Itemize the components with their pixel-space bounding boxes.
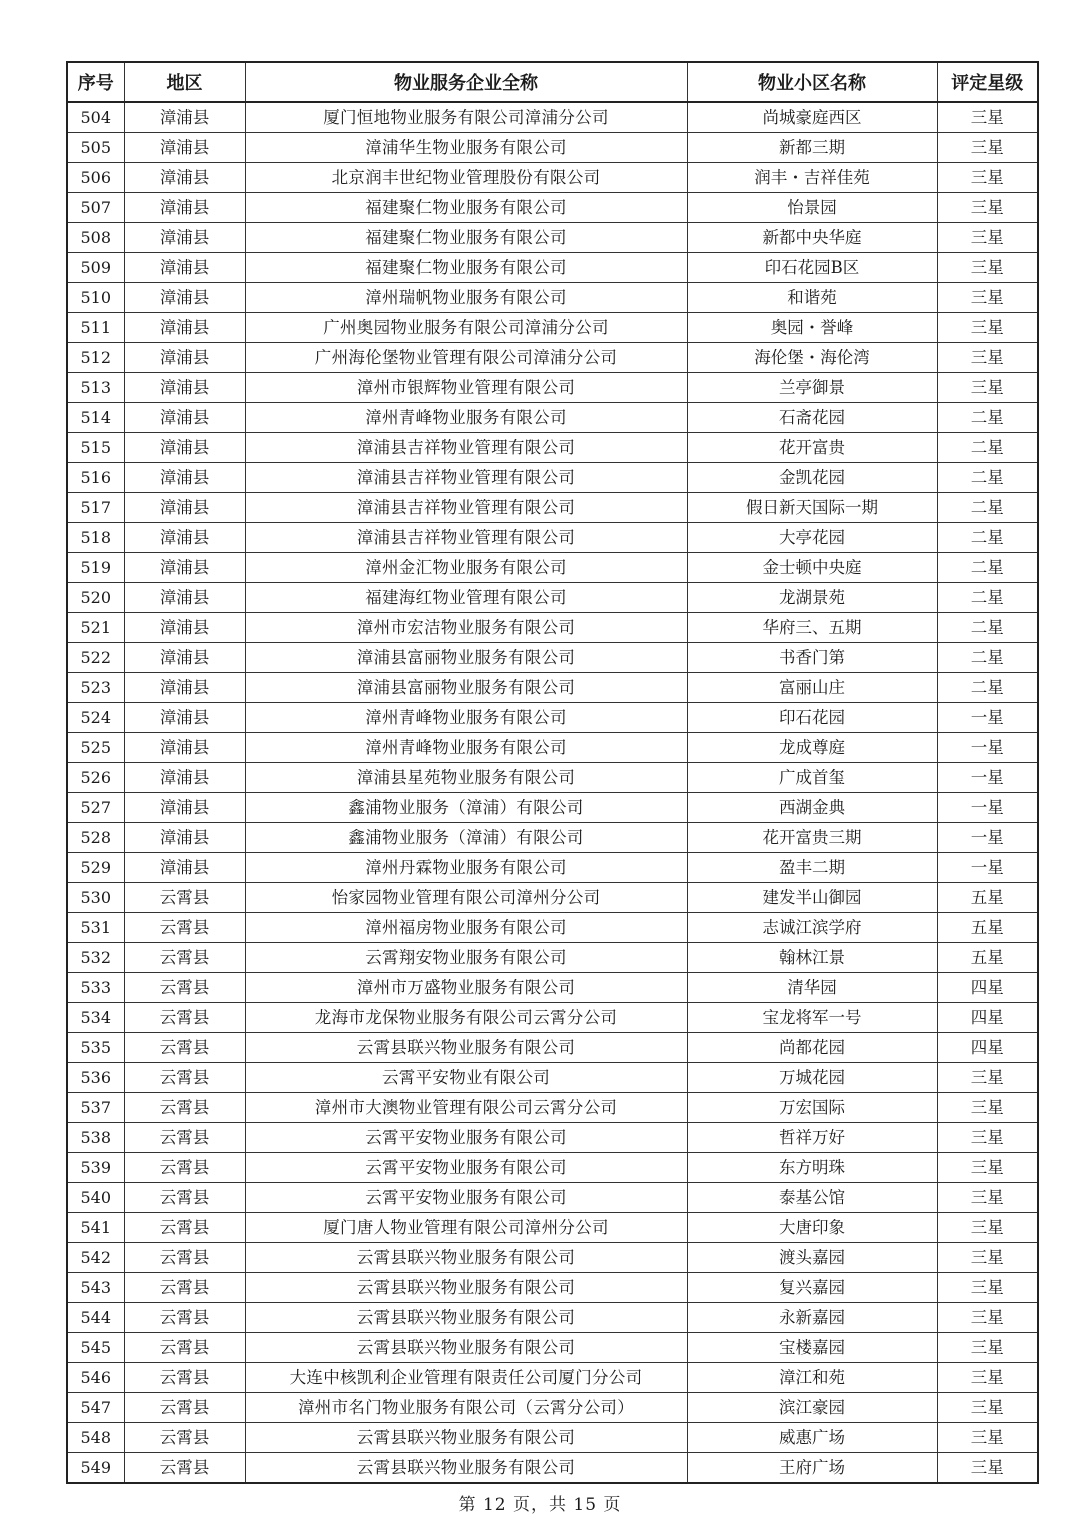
- table-row: [67, 223, 1038, 253]
- header-region: 地区: [124, 62, 245, 102]
- star-rating-cell: 三星: [937, 1153, 1038, 1183]
- region-cell: 漳浦县: [124, 133, 245, 163]
- region-cell: 漳浦县: [124, 373, 245, 403]
- region-cell: 漳浦县: [124, 793, 245, 823]
- table-row: [67, 1273, 1038, 1303]
- estate-name-cell: 东方明珠: [687, 1153, 937, 1183]
- region-cell: 云霄县: [124, 913, 245, 943]
- serial-no-cell: 519: [67, 553, 124, 583]
- serial-no-cell: 545: [67, 1333, 124, 1363]
- header-estate-name: 物业小区名称: [687, 62, 937, 102]
- company-name-cell: 漳州市名门物业服务有限公司（云霄分公司）: [245, 1393, 687, 1423]
- estate-name-cell: 花开富贵三期: [687, 823, 937, 853]
- star-rating-cell: 三星: [937, 1303, 1038, 1333]
- estate-name-cell: 石斋花园: [687, 403, 937, 433]
- serial-no-cell: 512: [67, 343, 124, 373]
- company-name-cell: 漳州市宏洁物业服务有限公司: [245, 613, 687, 643]
- table-row: [67, 493, 1038, 523]
- company-name-cell: 漳州青峰物业服务有限公司: [245, 403, 687, 433]
- estate-name-cell: 漳江和苑: [687, 1363, 937, 1393]
- company-name-cell: 北京润丰世纪物业管理股份有限公司: [245, 163, 687, 193]
- serial-no-cell: 534: [67, 1003, 124, 1033]
- table-row: [67, 823, 1038, 853]
- serial-no-cell: 525: [67, 733, 124, 763]
- table-row: [67, 463, 1038, 493]
- serial-no-cell: 509: [67, 253, 124, 283]
- estate-name-cell: 广成首玺: [687, 763, 937, 793]
- estate-name-cell: 印石花园B区: [687, 253, 937, 283]
- table-row: [67, 1033, 1038, 1063]
- star-rating-cell: 三星: [937, 1273, 1038, 1303]
- estate-name-cell: 哲祥万好: [687, 1123, 937, 1153]
- company-name-cell: 广州海伦堡物业管理有限公司漳浦分公司: [245, 343, 687, 373]
- table-row: [67, 1183, 1038, 1213]
- company-name-cell: 云霄翔安物业服务有限公司: [245, 943, 687, 973]
- star-rating-cell: 三星: [937, 1093, 1038, 1123]
- star-rating-cell: 三星: [937, 163, 1038, 193]
- table-row: [67, 1003, 1038, 1033]
- star-rating-cell: 三星: [937, 1333, 1038, 1363]
- table-row: [67, 763, 1038, 793]
- star-rating-cell: 五星: [937, 943, 1038, 973]
- estate-name-cell: 怡景园: [687, 193, 937, 223]
- estate-name-cell: 宝龙将军一号: [687, 1003, 937, 1033]
- header-star-rating: 评定星级: [937, 62, 1038, 102]
- table-row: [67, 943, 1038, 973]
- table-row: [67, 793, 1038, 823]
- star-rating-cell: 一星: [937, 823, 1038, 853]
- star-rating-cell: 三星: [937, 373, 1038, 403]
- serial-no-cell: 531: [67, 913, 124, 943]
- serial-no-cell: 517: [67, 493, 124, 523]
- star-rating-cell: 三星: [937, 1243, 1038, 1273]
- estate-name-cell: 大唐印象: [687, 1213, 937, 1243]
- region-cell: 云霄县: [124, 1063, 245, 1093]
- serial-no-cell: 536: [67, 1063, 124, 1093]
- serial-no-cell: 514: [67, 403, 124, 433]
- serial-no-cell: 548: [67, 1423, 124, 1453]
- star-rating-cell: 二星: [937, 553, 1038, 583]
- star-rating-cell: 三星: [937, 1213, 1038, 1243]
- company-name-cell: 漳州市万盛物业服务有限公司: [245, 973, 687, 1003]
- region-cell: 漳浦县: [124, 283, 245, 313]
- estate-name-cell: 奥园・誉峰: [687, 313, 937, 343]
- serial-no-cell: 540: [67, 1183, 124, 1213]
- company-name-cell: 云霄县联兴物业服务有限公司: [245, 1033, 687, 1063]
- star-rating-cell: 一星: [937, 703, 1038, 733]
- estate-name-cell: 永新嘉园: [687, 1303, 937, 1333]
- estate-name-cell: 和谐苑: [687, 283, 937, 313]
- company-name-cell: 大连中核凯利企业管理有限责任公司厦门分公司: [245, 1363, 687, 1393]
- star-rating-cell: 三星: [937, 193, 1038, 223]
- table-row: [67, 613, 1038, 643]
- estate-name-cell: 志诚江滨学府: [687, 913, 937, 943]
- header-serial-no: 序号: [67, 62, 124, 102]
- company-name-cell: 漳浦县富丽物业服务有限公司: [245, 643, 687, 673]
- star-rating-cell: 一星: [937, 763, 1038, 793]
- serial-no-cell: 535: [67, 1033, 124, 1063]
- table-row: [67, 102, 1038, 133]
- star-rating-cell: 五星: [937, 913, 1038, 943]
- star-rating-cell: 四星: [937, 1033, 1038, 1063]
- company-name-cell: 云霄县联兴物业服务有限公司: [245, 1423, 687, 1453]
- estate-name-cell: 西湖金典: [687, 793, 937, 823]
- company-name-cell: 漳州金汇物业服务有限公司: [245, 553, 687, 583]
- serial-no-cell: 511: [67, 313, 124, 343]
- star-rating-cell: 三星: [937, 1183, 1038, 1213]
- company-name-cell: 漳州瑞帆物业服务有限公司: [245, 283, 687, 313]
- company-name-cell: 福建聚仁物业服务有限公司: [245, 253, 687, 283]
- serial-no-cell: 532: [67, 943, 124, 973]
- region-cell: 云霄县: [124, 1363, 245, 1393]
- region-cell: 漳浦县: [124, 553, 245, 583]
- region-cell: 云霄县: [124, 1393, 245, 1423]
- company-name-cell: 鑫浦物业服务（漳浦）有限公司: [245, 823, 687, 853]
- region-cell: 云霄县: [124, 943, 245, 973]
- company-name-cell: 漳浦县吉祥物业管理有限公司: [245, 493, 687, 523]
- region-cell: 云霄县: [124, 1243, 245, 1273]
- estate-name-cell: 金凯花园: [687, 463, 937, 493]
- star-rating-cell: 三星: [937, 1393, 1038, 1423]
- estate-name-cell: 润丰・吉祥佳苑: [687, 163, 937, 193]
- estate-name-cell: 建发半山御园: [687, 883, 937, 913]
- star-rating-cell: 五星: [937, 883, 1038, 913]
- star-rating-cell: 三星: [937, 133, 1038, 163]
- star-rating-cell: 三星: [937, 1063, 1038, 1093]
- region-cell: 漳浦县: [124, 493, 245, 523]
- company-name-cell: 漳浦县富丽物业服务有限公司: [245, 673, 687, 703]
- estate-name-cell: 盈丰二期: [687, 853, 937, 883]
- company-name-cell: 漳州丹霖物业服务有限公司: [245, 853, 687, 883]
- star-rating-cell: 二星: [937, 433, 1038, 463]
- table-row: [67, 973, 1038, 1003]
- estate-name-cell: 翰林江景: [687, 943, 937, 973]
- table-row: [67, 523, 1038, 553]
- table-row: [67, 673, 1038, 703]
- company-name-cell: 龙海市龙保物业服务有限公司云霄分公司: [245, 1003, 687, 1033]
- region-cell: 漳浦县: [124, 823, 245, 853]
- company-name-cell: 漳浦华生物业服务有限公司: [245, 133, 687, 163]
- serial-no-cell: 516: [67, 463, 124, 493]
- estate-name-cell: 滨江豪园: [687, 1393, 937, 1423]
- serial-no-cell: 518: [67, 523, 124, 553]
- star-rating-cell: 三星: [937, 1123, 1038, 1153]
- star-rating-cell: 一星: [937, 793, 1038, 823]
- estate-name-cell: 海伦堡・海伦湾: [687, 343, 937, 373]
- serial-no-cell: 510: [67, 283, 124, 313]
- table-row: [67, 133, 1038, 163]
- page-number-footer: 第 12 页，共 15 页: [458, 1495, 622, 1515]
- serial-no-cell: 543: [67, 1273, 124, 1303]
- estate-name-cell: 威惠广场: [687, 1423, 937, 1453]
- serial-no-cell: 506: [67, 163, 124, 193]
- estate-name-cell: 花开富贵: [687, 433, 937, 463]
- company-name-cell: 漳浦县星苑物业服务有限公司: [245, 763, 687, 793]
- table-row: [67, 1123, 1038, 1153]
- serial-no-cell: 507: [67, 193, 124, 223]
- serial-no-cell: 515: [67, 433, 124, 463]
- region-cell: 云霄县: [124, 1123, 245, 1153]
- table-row: [67, 553, 1038, 583]
- estate-name-cell: 兰亭御景: [687, 373, 937, 403]
- star-rating-cell: 三星: [937, 1423, 1038, 1453]
- table-row: [67, 1243, 1038, 1273]
- company-name-cell: 漳州福房物业服务有限公司: [245, 913, 687, 943]
- table-row: [67, 283, 1038, 313]
- region-cell: 云霄县: [124, 1333, 245, 1363]
- property-rating-table: [66, 61, 1039, 1484]
- company-name-cell: 福建聚仁物业服务有限公司: [245, 223, 687, 253]
- company-name-cell: 云霄县联兴物业服务有限公司: [245, 1273, 687, 1303]
- estate-name-cell: 华府三、五期: [687, 613, 937, 643]
- company-name-cell: 漳浦县吉祥物业管理有限公司: [245, 523, 687, 553]
- estate-name-cell: 泰基公馆: [687, 1183, 937, 1213]
- serial-no-cell: 533: [67, 973, 124, 1003]
- table-row: [67, 733, 1038, 763]
- estate-name-cell: 尚城豪庭西区: [687, 102, 937, 133]
- table-header-row: [67, 62, 1038, 102]
- table-row: [67, 1423, 1038, 1453]
- table-row: [67, 1393, 1038, 1423]
- star-rating-cell: 二星: [937, 463, 1038, 493]
- serial-no-cell: 504: [67, 102, 124, 133]
- estate-name-cell: 富丽山庄: [687, 673, 937, 703]
- company-name-cell: 怡家园物业管理有限公司漳州分公司: [245, 883, 687, 913]
- estate-name-cell: 万宏国际: [687, 1093, 937, 1123]
- company-name-cell: 漳州青峰物业服务有限公司: [245, 703, 687, 733]
- company-name-cell: 厦门恒地物业服务有限公司漳浦分公司: [245, 102, 687, 133]
- company-name-cell: 广州奥园物业服务有限公司漳浦分公司: [245, 313, 687, 343]
- estate-name-cell: 新都三期: [687, 133, 937, 163]
- region-cell: 漳浦县: [124, 583, 245, 613]
- serial-no-cell: 530: [67, 883, 124, 913]
- star-rating-cell: 三星: [937, 343, 1038, 373]
- table-row: [67, 913, 1038, 943]
- star-rating-cell: 二星: [937, 493, 1038, 523]
- star-rating-cell: 三星: [937, 313, 1038, 343]
- table-row: [67, 853, 1038, 883]
- table-row: [67, 193, 1038, 223]
- estate-name-cell: 大亭花园: [687, 523, 937, 553]
- estate-name-cell: 龙成尊庭: [687, 733, 937, 763]
- table-row: [67, 1213, 1038, 1243]
- table-row: [67, 703, 1038, 733]
- star-rating-cell: 三星: [937, 253, 1038, 283]
- serial-no-cell: 529: [67, 853, 124, 883]
- serial-no-cell: 547: [67, 1393, 124, 1423]
- serial-no-cell: 544: [67, 1303, 124, 1333]
- table-row: [67, 343, 1038, 373]
- table-row: [67, 883, 1038, 913]
- region-cell: 云霄县: [124, 973, 245, 1003]
- company-name-cell: 云霄平安物业服务有限公司: [245, 1123, 687, 1153]
- serial-no-cell: 539: [67, 1153, 124, 1183]
- region-cell: 漳浦县: [124, 343, 245, 373]
- star-rating-cell: 二星: [937, 673, 1038, 703]
- region-cell: 漳浦县: [124, 703, 245, 733]
- region-cell: 漳浦县: [124, 313, 245, 343]
- company-name-cell: 漳州市银辉物业管理有限公司: [245, 373, 687, 403]
- region-cell: 漳浦县: [124, 763, 245, 793]
- region-cell: 云霄县: [124, 1213, 245, 1243]
- region-cell: 漳浦县: [124, 433, 245, 463]
- company-name-cell: 厦门唐人物业管理有限公司漳州分公司: [245, 1213, 687, 1243]
- table-row: [67, 253, 1038, 283]
- region-cell: 云霄县: [124, 1423, 245, 1453]
- serial-no-cell: 524: [67, 703, 124, 733]
- estate-name-cell: 印石花园: [687, 703, 937, 733]
- table-row: [67, 1303, 1038, 1333]
- table-row: [67, 1333, 1038, 1363]
- estate-name-cell: 尚都花园: [687, 1033, 937, 1063]
- region-cell: 云霄县: [124, 1033, 245, 1063]
- company-name-cell: 福建聚仁物业服务有限公司: [245, 193, 687, 223]
- region-cell: 漳浦县: [124, 643, 245, 673]
- region-cell: 云霄县: [124, 1273, 245, 1303]
- region-cell: 漳浦县: [124, 193, 245, 223]
- serial-no-cell: 537: [67, 1093, 124, 1123]
- table-row: [67, 433, 1038, 463]
- serial-no-cell: 521: [67, 613, 124, 643]
- star-rating-cell: 四星: [937, 1003, 1038, 1033]
- star-rating-cell: 四星: [937, 973, 1038, 1003]
- estate-name-cell: 龙湖景苑: [687, 583, 937, 613]
- company-name-cell: 漳州青峰物业服务有限公司: [245, 733, 687, 763]
- region-cell: 漳浦县: [124, 613, 245, 643]
- region-cell: 漳浦县: [124, 673, 245, 703]
- table-body: [67, 102, 1038, 1483]
- star-rating-cell: 三星: [937, 1363, 1038, 1393]
- company-name-cell: 鑫浦物业服务（漳浦）有限公司: [245, 793, 687, 823]
- region-cell: 漳浦县: [124, 463, 245, 493]
- company-name-cell: 云霄县联兴物业服务有限公司: [245, 1453, 687, 1484]
- table-row: [67, 163, 1038, 193]
- star-rating-cell: 二星: [937, 583, 1038, 613]
- region-cell: 云霄县: [124, 1453, 245, 1484]
- region-cell: 漳浦县: [124, 523, 245, 553]
- region-cell: 云霄县: [124, 883, 245, 913]
- region-cell: 漳浦县: [124, 403, 245, 433]
- serial-no-cell: 522: [67, 643, 124, 673]
- company-name-cell: 云霄县联兴物业服务有限公司: [245, 1303, 687, 1333]
- region-cell: 漳浦县: [124, 102, 245, 133]
- serial-no-cell: 549: [67, 1453, 124, 1484]
- table-row: [67, 1363, 1038, 1393]
- company-name-cell: 云霄平安物业服务有限公司: [245, 1183, 687, 1213]
- serial-no-cell: 526: [67, 763, 124, 793]
- region-cell: 漳浦县: [124, 223, 245, 253]
- estate-name-cell: 假日新天国际一期: [687, 493, 937, 523]
- region-cell: 漳浦县: [124, 163, 245, 193]
- estate-name-cell: 复兴嘉园: [687, 1273, 937, 1303]
- star-rating-cell: 三星: [937, 1453, 1038, 1484]
- table-row: [67, 583, 1038, 613]
- serial-no-cell: 541: [67, 1213, 124, 1243]
- table-row: [67, 1153, 1038, 1183]
- serial-no-cell: 546: [67, 1363, 124, 1393]
- star-rating-cell: 三星: [937, 102, 1038, 133]
- company-name-cell: 云霄平安物业有限公司: [245, 1063, 687, 1093]
- region-cell: 云霄县: [124, 1003, 245, 1033]
- table-row: [67, 1063, 1038, 1093]
- region-cell: 云霄县: [124, 1303, 245, 1333]
- region-cell: 漳浦县: [124, 853, 245, 883]
- region-cell: 漳浦县: [124, 733, 245, 763]
- company-name-cell: 漳浦县吉祥物业管理有限公司: [245, 463, 687, 493]
- serial-no-cell: 508: [67, 223, 124, 253]
- table-row: [67, 1453, 1038, 1484]
- table-row: [67, 643, 1038, 673]
- region-cell: 漳浦县: [124, 253, 245, 283]
- serial-no-cell: 523: [67, 673, 124, 703]
- serial-no-cell: 528: [67, 823, 124, 853]
- company-name-cell: 漳州市大澳物业管理有限公司云霄分公司: [245, 1093, 687, 1123]
- company-name-cell: 云霄县联兴物业服务有限公司: [245, 1243, 687, 1273]
- estate-name-cell: 宝楼嘉园: [687, 1333, 937, 1363]
- table-row: [67, 403, 1038, 433]
- star-rating-cell: 一星: [937, 853, 1038, 883]
- region-cell: 云霄县: [124, 1093, 245, 1123]
- star-rating-cell: 三星: [937, 283, 1038, 313]
- table-row: [67, 373, 1038, 403]
- region-cell: 云霄县: [124, 1153, 245, 1183]
- table-row: [67, 1093, 1038, 1123]
- star-rating-cell: 二星: [937, 403, 1038, 433]
- serial-no-cell: 505: [67, 133, 124, 163]
- serial-no-cell: 513: [67, 373, 124, 403]
- company-name-cell: 云霄平安物业服务有限公司: [245, 1153, 687, 1183]
- estate-name-cell: 王府广场: [687, 1453, 937, 1484]
- estate-name-cell: 万城花园: [687, 1063, 937, 1093]
- star-rating-cell: 一星: [937, 733, 1038, 763]
- company-name-cell: 福建海红物业管理有限公司: [245, 583, 687, 613]
- estate-name-cell: 清华园: [687, 973, 937, 1003]
- estate-name-cell: 金士顿中央庭: [687, 553, 937, 583]
- serial-no-cell: 538: [67, 1123, 124, 1153]
- company-name-cell: 云霄县联兴物业服务有限公司: [245, 1333, 687, 1363]
- company-name-cell: 漳浦县吉祥物业管理有限公司: [245, 433, 687, 463]
- star-rating-cell: 二星: [937, 643, 1038, 673]
- star-rating-cell: 二星: [937, 613, 1038, 643]
- estate-name-cell: 渡头嘉园: [687, 1243, 937, 1273]
- serial-no-cell: 542: [67, 1243, 124, 1273]
- table-row: [67, 313, 1038, 343]
- star-rating-cell: 二星: [937, 523, 1038, 553]
- estate-name-cell: 书香门第: [687, 643, 937, 673]
- region-cell: 云霄县: [124, 1183, 245, 1213]
- star-rating-cell: 三星: [937, 223, 1038, 253]
- estate-name-cell: 新都中央华庭: [687, 223, 937, 253]
- header-company-name: 物业服务企业全称: [245, 62, 687, 102]
- serial-no-cell: 527: [67, 793, 124, 823]
- serial-no-cell: 520: [67, 583, 124, 613]
